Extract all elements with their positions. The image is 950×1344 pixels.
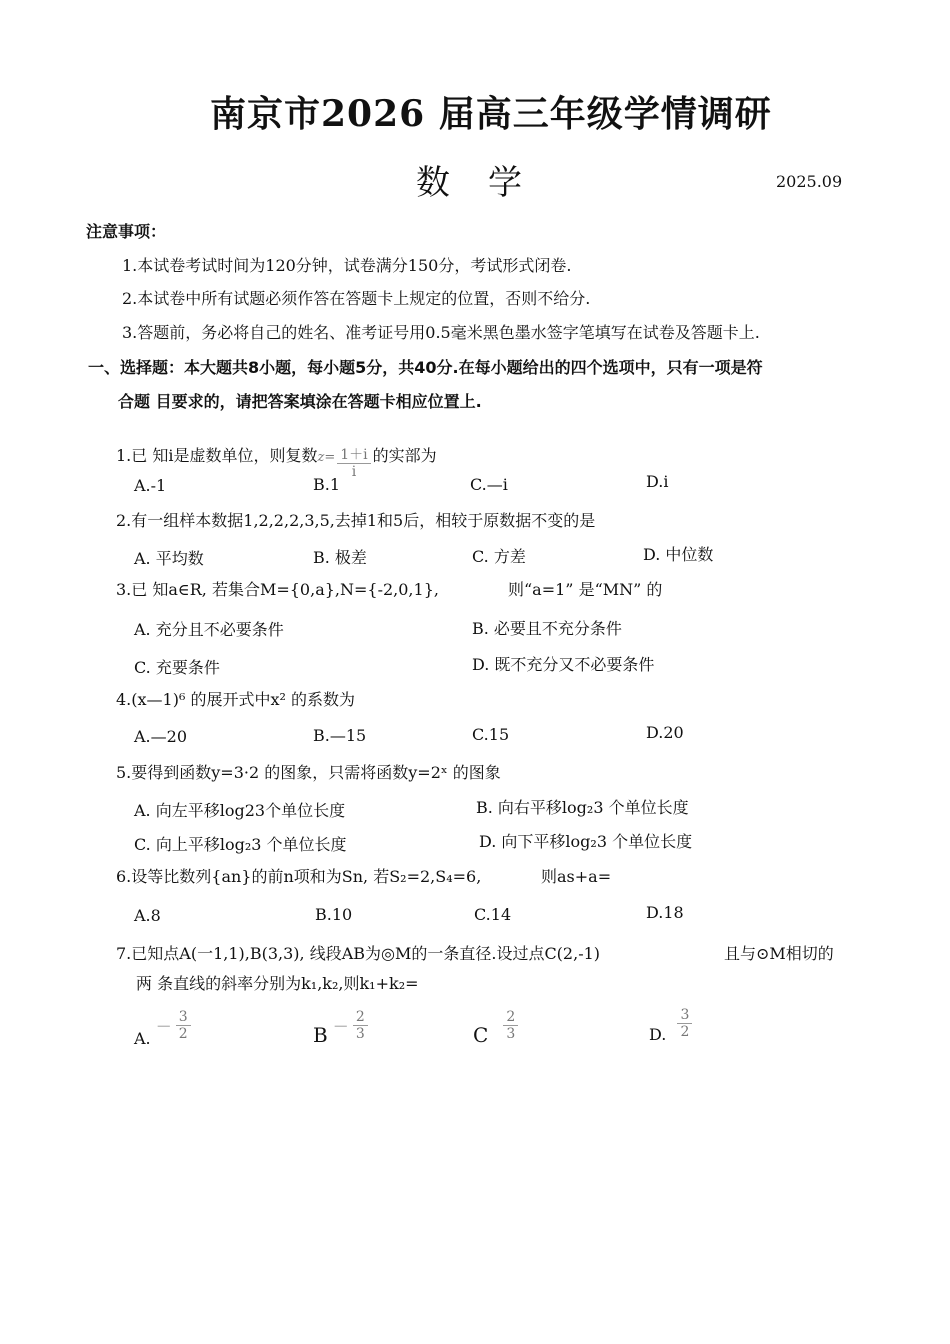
q5-option-a[interactable]: A. 向左平移log23个单位长度 bbox=[134, 801, 346, 820]
fraction-numerator: 3 bbox=[677, 1007, 692, 1024]
q7-option-d-fraction bbox=[677, 1007, 692, 1040]
notice-item-1: 1.本试卷考试时间为120分钟，试卷满分150分，考试形式闭卷. bbox=[122, 256, 572, 275]
question-3-stem-a: 3.已 知a∈R, 若集合M={0,a},N={-2,0,1}, bbox=[116, 580, 439, 599]
q7-option-b-fraction bbox=[353, 1009, 368, 1042]
formula-var: z bbox=[317, 450, 325, 465]
q4-option-b[interactable]: B.—15 bbox=[313, 726, 367, 745]
q4-option-d[interactable]: D.20 bbox=[646, 723, 684, 742]
fraction-numerator: 3 bbox=[176, 1009, 191, 1026]
q7-option-d-label: D. bbox=[649, 1025, 667, 1044]
q7-option-a-label: A. bbox=[134, 1029, 151, 1048]
q3-option-a[interactable]: A. 充分且不必要条件 bbox=[134, 620, 284, 639]
q2-option-d[interactable]: D. 中位数 bbox=[643, 545, 714, 564]
question-4-stem: 4.(x—1)⁶ 的展开式中x² 的系数为 bbox=[116, 690, 355, 709]
q6-option-a[interactable]: A.8 bbox=[134, 906, 161, 925]
q7-option-c-fraction bbox=[503, 1009, 518, 1042]
q7-option-c-label: C bbox=[473, 1023, 489, 1047]
question-1-stem bbox=[116, 443, 437, 480]
q7-option-b-sign: － bbox=[332, 1017, 349, 1036]
q7-option-d[interactable] bbox=[649, 1007, 694, 1044]
q4-option-c[interactable]: C.15 bbox=[472, 725, 510, 744]
notice-item-2: 2.本试卷中所有试题必须作答在答题卡上规定的位置，否则不给分. bbox=[122, 289, 591, 308]
q1-option-b[interactable]: B.1 bbox=[313, 475, 341, 494]
question-6-stem-a: 6.设等比数列{an}的前n项和为Sn, 若S₂=2,S₄=6, bbox=[116, 867, 482, 886]
q3-option-d[interactable]: D. 既不充分又不必要条件 bbox=[472, 655, 655, 674]
question-7-stem-a: 7.已知点A(一1,1),B(3,3), 线段AB为◎M的一条直径.设过点C(2,-1) bbox=[116, 944, 601, 963]
question-2-stem: 2.有一组样本数据1,2,2,2,3,5,去掉1和5后，相较于原数据不变的是 bbox=[116, 511, 596, 530]
q5-option-b[interactable]: B. 向右平移log₂3 个单位长度 bbox=[476, 798, 689, 817]
q5-option-d[interactable]: D. 向下平移log₂3 个单位长度 bbox=[479, 832, 693, 851]
q7-option-b[interactable] bbox=[313, 1009, 370, 1047]
fraction-numerator: 1＋i bbox=[337, 447, 370, 464]
formula-fraction bbox=[337, 447, 370, 480]
question-6-stem-b: 则as+a= bbox=[541, 867, 612, 886]
q6-option-c[interactable]: C.14 bbox=[474, 905, 512, 924]
question-7-stem-b: 且与⊙M相切的 bbox=[724, 944, 834, 963]
exam-date: 2025.09 bbox=[776, 172, 843, 191]
question-1-stem-before: 1.已 知i是虚数单位，则复数 bbox=[116, 446, 318, 465]
fraction-denominator: i bbox=[351, 464, 357, 480]
q6-option-b[interactable]: B.10 bbox=[315, 905, 353, 924]
exam-title: 南京市2026 届高三年级学情调研 bbox=[210, 93, 772, 135]
q2-option-a[interactable]: A. 平均数 bbox=[134, 549, 204, 568]
question-3-stem-b: 则“a=1” 是“MN” 的 bbox=[508, 580, 663, 599]
q7-option-c[interactable] bbox=[473, 1009, 520, 1047]
fraction-numerator: 2 bbox=[353, 1009, 368, 1026]
q3-option-b[interactable]: B. 必要且不充分条件 bbox=[472, 619, 622, 638]
fraction-denominator: 2 bbox=[178, 1026, 188, 1042]
q1-option-d[interactable]: D.i bbox=[646, 472, 669, 491]
q7-option-a[interactable] bbox=[134, 1009, 193, 1048]
q1-option-c[interactable]: C.—i bbox=[470, 475, 508, 494]
q1-option-a[interactable]: A.-1 bbox=[134, 476, 167, 495]
question-7-stem-line-2: 两 条直线的斜率分别为k₁,k₂,则k₁+k₂= bbox=[136, 974, 419, 993]
q2-option-c[interactable]: C. 方差 bbox=[472, 547, 526, 566]
formula-eq: = bbox=[324, 450, 336, 465]
q7-option-b-label: B bbox=[313, 1023, 328, 1047]
q5-option-c[interactable]: C. 向上平移log₂3 个单位长度 bbox=[134, 835, 347, 854]
notice-item-3: 3.答题前，务必将自己的姓名、准考证号用0.5毫米黑色墨水签字笔填写在试卷及答题卡上. bbox=[122, 323, 760, 342]
fraction-numerator: 2 bbox=[503, 1009, 518, 1026]
question-1-stem-after: 的实部为 bbox=[372, 446, 437, 465]
question-5-stem: 5.要得到函数y=3·2 的图象，只需将函数y=2ˣ 的图象 bbox=[116, 763, 501, 782]
section-heading-line-2: 合题 目要求的，请把答案填涂在答题卡相应位置上. bbox=[118, 392, 482, 411]
q3-option-c[interactable]: C. 充要条件 bbox=[134, 658, 220, 677]
subject-title: 数学 bbox=[416, 163, 560, 203]
fraction-denominator: 2 bbox=[680, 1024, 690, 1040]
q2-option-b[interactable]: B. 极差 bbox=[313, 548, 367, 567]
q6-option-d[interactable]: D.18 bbox=[646, 903, 684, 922]
notice-heading: 注意事项： bbox=[86, 222, 167, 241]
q7-option-a-sign: － bbox=[155, 1017, 172, 1036]
q7-option-a-fraction bbox=[176, 1009, 191, 1042]
q4-option-a[interactable]: A.—20 bbox=[134, 727, 187, 746]
section-heading-line-1: 一、选择题：本大题共8小题，每小题5分，共40分.在每小题给出的四个选项中，只有一项是符 bbox=[88, 358, 763, 377]
fraction-denominator: 3 bbox=[355, 1026, 365, 1042]
fraction-denominator: 3 bbox=[506, 1026, 516, 1042]
